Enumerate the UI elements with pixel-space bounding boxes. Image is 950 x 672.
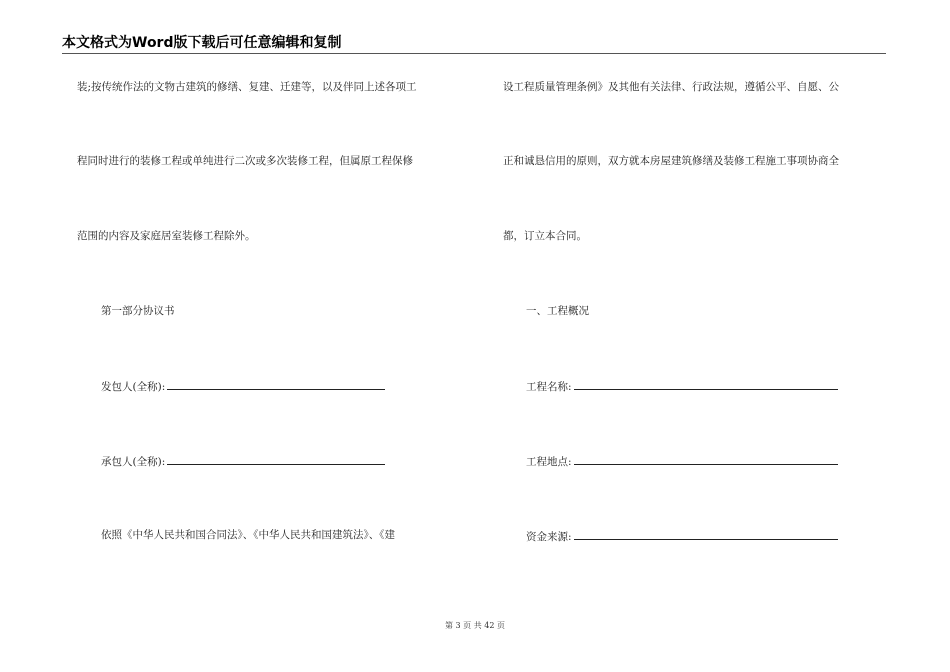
project-name-label: 工程名称: — [526, 381, 572, 393]
contractor-label: 承包人(全称): — [101, 456, 166, 468]
contractor-field — [101, 453, 385, 469]
section-title-agreement: 第一部分协议书 — [101, 305, 175, 317]
document-header-title: 本文格式为Word版下载后可任意编辑和复制 — [62, 35, 342, 51]
fund-source-field — [526, 528, 838, 544]
page-number: 第 3 页 共 42 页 — [445, 621, 505, 630]
project-location-label: 工程地点: — [526, 456, 572, 468]
right-paragraph-line-3: 都，订立本合同。 — [503, 230, 587, 242]
project-name-blank-line[interactable] — [574, 378, 838, 390]
contractor-blank-line[interactable] — [167, 453, 385, 465]
left-paragraph-line-3: 范围的内容及家庭居室装修工程除外。 — [77, 230, 256, 242]
section-title-project-overview: 一、工程概况 — [526, 305, 589, 317]
employer-field — [101, 378, 385, 394]
project-location-blank-line[interactable] — [574, 453, 838, 465]
fund-source-label: 资金来源: — [526, 531, 572, 543]
project-name-field — [526, 378, 838, 394]
header-divider — [62, 53, 886, 54]
project-location-field — [526, 453, 838, 469]
right-paragraph-line-2: 正和诚恳信用的原则，双方就本房屋建筑修缮及装修工程施工事项协商全 — [503, 155, 839, 167]
legal-basis-line: 依照《中华人民共和国合同法》、《中华人民共和国建筑法》、《建 — [101, 529, 395, 541]
fund-source-blank-line[interactable] — [574, 528, 838, 540]
right-paragraph-line-1: 设工程质量管理条例》及其他有关法律、行政法规，遵循公平、自愿、公 — [503, 81, 839, 93]
left-paragraph-line-2: 程同时进行的装修工程或单纯进行二次或多次装修工程，但属原工程保修 — [77, 155, 413, 167]
employer-label: 发包人(全称): — [101, 381, 166, 393]
employer-blank-line[interactable] — [167, 378, 385, 390]
left-paragraph-line-1: 装;按传统作法的文物古建筑的修缮、复建、迁建等，以及伴同上述各项工 — [77, 81, 417, 93]
